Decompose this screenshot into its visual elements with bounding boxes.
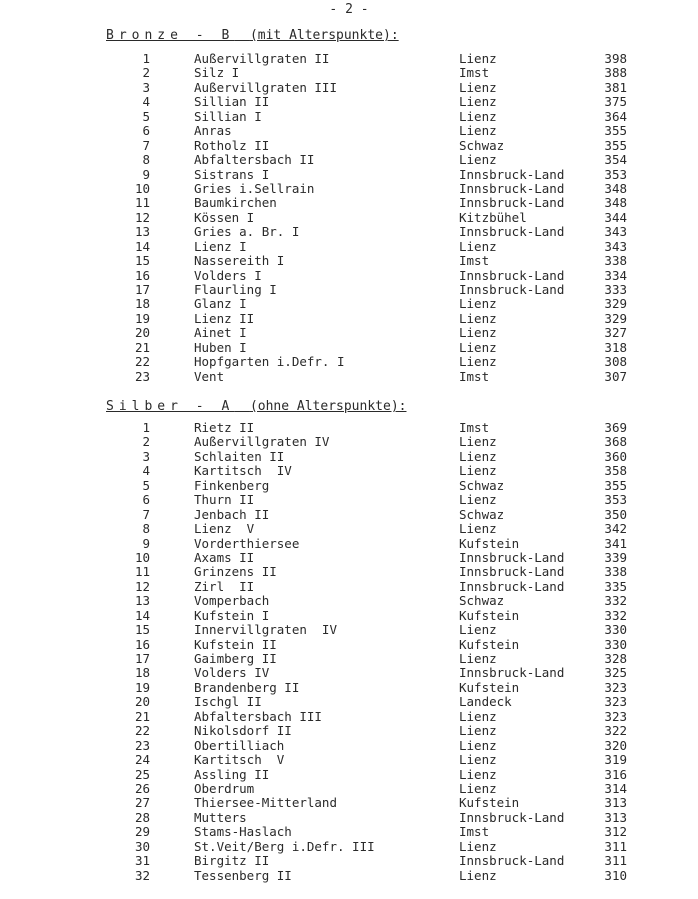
club-cell: Volders IV	[194, 665, 270, 681]
result-row	[0, 81, 698, 95]
club-cell: Kartitsch V	[194, 752, 285, 768]
result-row	[0, 66, 698, 80]
points-cell: 314	[604, 780, 627, 796]
result-row	[0, 594, 698, 608]
district-cell: Lienz	[459, 708, 497, 724]
rank-cell: 1	[142, 51, 150, 66]
result-row	[0, 724, 698, 738]
club-cell: Sillian I	[194, 108, 262, 124]
club-cell: Schlaiten II	[194, 448, 285, 464]
points-cell: 341	[604, 535, 627, 551]
result-row	[0, 110, 698, 124]
points-cell: 312	[604, 824, 627, 840]
club-cell: Thiersee-Mitterland	[194, 795, 337, 811]
rank-cell: 30	[134, 838, 150, 854]
points-cell: 398	[604, 51, 627, 66]
points-cell: 319	[604, 752, 627, 768]
rank-cell: 21	[134, 339, 150, 355]
points-cell: 328	[604, 651, 627, 666]
club-cell: Grinzens II	[194, 564, 277, 580]
club-cell: Abfaltersbach II	[194, 152, 315, 168]
result-row	[0, 52, 698, 66]
rank-cell: 5	[142, 108, 150, 124]
page-number: - 2 -	[329, 2, 369, 17]
rank-cell: 2	[142, 65, 150, 81]
points-cell: 375	[604, 94, 627, 110]
points-cell: 313	[604, 795, 627, 811]
result-row	[0, 551, 698, 565]
club-cell: Außervillgraten II	[194, 51, 330, 66]
club-cell: Zirl II	[194, 578, 255, 594]
district-cell: Imst	[459, 368, 490, 384]
rank-cell: 8	[142, 521, 150, 537]
points-cell: 329	[604, 296, 627, 312]
district-cell: Innsbruck-Land	[459, 809, 565, 825]
results-list-bronze-b	[0, 52, 698, 384]
result-row	[0, 269, 698, 283]
points-cell: 338	[604, 253, 627, 269]
result-row	[0, 479, 698, 493]
points-cell: 348	[604, 180, 627, 196]
club-cell: Baumkirchen	[194, 195, 277, 211]
rank-cell: 25	[134, 766, 150, 782]
district-cell: Innsbruck-Land	[459, 578, 565, 594]
district-cell: Lienz	[459, 325, 497, 341]
result-row	[0, 782, 698, 796]
club-cell: Vomperbach	[194, 593, 270, 609]
club-cell: Huben I	[194, 339, 247, 355]
rank-cell: 12	[134, 578, 150, 594]
district-cell: Innsbruck-Land	[459, 166, 565, 182]
rank-cell: 18	[134, 665, 150, 681]
result-row	[0, 840, 698, 854]
club-cell: Nassereith I	[194, 253, 285, 269]
results-list-silber-a	[0, 421, 698, 883]
result-row	[0, 421, 698, 435]
club-cell: Gries a. Br. I	[194, 224, 300, 240]
points-cell: 355	[604, 477, 627, 493]
result-row	[0, 609, 698, 623]
points-cell: 323	[604, 679, 627, 695]
district-cell: Lienz	[459, 448, 497, 464]
result-row	[0, 710, 698, 724]
club-cell: Sillian II	[194, 94, 270, 110]
result-row	[0, 638, 698, 652]
result-row	[0, 283, 698, 297]
club-cell: Glanz I	[194, 296, 247, 312]
rank-cell: 29	[134, 824, 150, 840]
district-cell: Lienz	[459, 622, 497, 638]
points-cell: 388	[604, 65, 627, 81]
rank-cell: 12	[134, 209, 150, 225]
club-cell: Abfaltersbach III	[194, 708, 322, 724]
points-cell: 344	[604, 209, 627, 225]
district-cell: Imst	[459, 253, 490, 269]
district-cell: Innsbruck-Land	[459, 195, 565, 211]
club-cell: Kartitsch IV	[194, 463, 292, 479]
heading-note: (mit Alterspunkte):	[249, 28, 399, 43]
district-cell: Lienz	[459, 766, 497, 782]
points-cell: 343	[604, 224, 627, 240]
club-cell: Vorderthiersee	[194, 535, 300, 551]
points-cell: 338	[604, 564, 627, 580]
result-row	[0, 796, 698, 810]
district-cell: Kitzbühel	[459, 209, 527, 225]
district-cell: Lienz	[459, 354, 497, 370]
district-cell: Schwaz	[459, 137, 505, 153]
district-cell: Imst	[459, 824, 490, 840]
club-cell: Assling II	[194, 766, 270, 782]
points-cell: 354	[604, 152, 627, 168]
district-cell: Imst	[459, 65, 490, 81]
result-row	[0, 95, 698, 109]
rank-cell: 27	[134, 795, 150, 811]
points-cell: 332	[604, 593, 627, 609]
club-cell: Kufstein I	[194, 607, 270, 623]
heading-title: Bronze - B	[106, 28, 235, 43]
points-cell: 332	[604, 607, 627, 623]
district-cell: Innsbruck-Land	[459, 665, 565, 681]
result-row	[0, 153, 698, 167]
result-row	[0, 666, 698, 680]
rank-cell: 11	[134, 195, 150, 211]
points-cell: 355	[604, 137, 627, 153]
points-cell: 368	[604, 434, 627, 450]
club-cell: Anras	[194, 123, 232, 139]
points-cell: 329	[604, 310, 627, 326]
points-cell: 350	[604, 506, 627, 522]
points-cell: 348	[604, 195, 627, 211]
rank-cell: 10	[134, 549, 150, 565]
result-row	[0, 580, 698, 594]
rank-cell: 11	[134, 564, 150, 580]
district-cell: Innsbruck-Land	[459, 224, 565, 240]
club-cell: Obertilliach	[194, 737, 285, 753]
points-cell: 323	[604, 694, 627, 710]
club-cell: Brandenberg II	[194, 679, 300, 695]
district-cell: Kufstein	[459, 636, 520, 652]
rank-cell: 26	[134, 780, 150, 796]
club-cell: Innervillgraten IV	[194, 622, 337, 638]
points-cell: 327	[604, 325, 627, 341]
points-cell: 364	[604, 108, 627, 124]
result-row	[0, 225, 698, 239]
district-cell: Innsbruck-Land	[459, 564, 565, 580]
points-cell: 320	[604, 737, 627, 753]
points-cell: 333	[604, 282, 627, 297]
result-row	[0, 182, 698, 196]
club-cell: Außervillgraten III	[194, 79, 337, 95]
district-cell: Lienz	[459, 296, 497, 312]
result-row	[0, 854, 698, 868]
district-cell: Lienz	[459, 737, 497, 753]
district-cell: Lienz	[459, 94, 497, 110]
rank-cell: 3	[142, 79, 150, 95]
district-cell: Lienz	[459, 123, 497, 139]
club-cell: Flaurling I	[194, 282, 277, 297]
result-row	[0, 811, 698, 825]
points-cell: 369	[604, 420, 627, 435]
points-cell: 353	[604, 492, 627, 508]
result-row	[0, 435, 698, 449]
rank-cell: 20	[134, 694, 150, 710]
district-cell: Lienz	[459, 434, 497, 450]
rank-cell: 4	[142, 463, 150, 479]
result-row	[0, 312, 698, 326]
district-cell: Lienz	[459, 780, 497, 796]
rank-cell: 15	[134, 253, 150, 269]
club-cell: Rotholz II	[194, 137, 270, 153]
heading-title: Silber - A	[106, 399, 235, 414]
rank-cell: 8	[142, 152, 150, 168]
rank-cell: 16	[134, 267, 150, 283]
result-row	[0, 450, 698, 464]
points-cell: 318	[604, 339, 627, 355]
points-cell: 342	[604, 521, 627, 537]
result-row	[0, 493, 698, 507]
points-cell: 307	[604, 368, 627, 384]
rank-cell: 24	[134, 752, 150, 768]
district-cell: Innsbruck-Land	[459, 267, 565, 283]
points-cell: 323	[604, 708, 627, 724]
result-row	[0, 768, 698, 782]
result-row	[0, 168, 698, 182]
rank-cell: 23	[134, 368, 150, 384]
district-cell: Lienz	[459, 723, 497, 739]
district-cell: Lienz	[459, 79, 497, 95]
result-row	[0, 753, 698, 767]
rank-cell: 21	[134, 708, 150, 724]
club-cell: Mutters	[194, 809, 247, 825]
district-cell: Schwaz	[459, 593, 505, 609]
club-cell: Birgitz II	[194, 853, 270, 869]
district-cell: Landeck	[459, 694, 512, 710]
district-cell: Kufstein	[459, 535, 520, 551]
result-row	[0, 508, 698, 522]
district-cell: Imst	[459, 420, 490, 435]
points-cell: 313	[604, 809, 627, 825]
rank-cell: 31	[134, 853, 150, 869]
club-cell: Tessenberg II	[194, 867, 292, 883]
club-cell: Oberdrum	[194, 780, 255, 796]
club-cell: Lienz V	[194, 521, 255, 537]
result-row	[0, 211, 698, 225]
rank-cell: 18	[134, 296, 150, 312]
result-row	[0, 869, 698, 883]
district-cell: Lienz	[459, 752, 497, 768]
club-cell: Stams-Haslach	[194, 824, 292, 840]
rank-cell: 22	[134, 723, 150, 739]
points-cell: 355	[604, 123, 627, 139]
district-cell: Lienz	[459, 51, 497, 66]
district-cell: Schwaz	[459, 506, 505, 522]
result-row	[0, 464, 698, 478]
club-cell: Axams II	[194, 549, 255, 565]
section-heading-bronze-b	[106, 28, 399, 43]
points-cell: 310	[604, 867, 627, 883]
result-row	[0, 341, 698, 355]
points-cell: 311	[604, 838, 627, 854]
result-row	[0, 537, 698, 551]
club-cell: Vent	[194, 368, 225, 384]
district-cell: Lienz	[459, 867, 497, 883]
club-cell: Silz I	[194, 65, 240, 81]
district-cell: Innsbruck-Land	[459, 853, 565, 869]
club-cell: Gaimberg II	[194, 651, 277, 666]
points-cell: 308	[604, 354, 627, 370]
rank-cell: 14	[134, 607, 150, 623]
rank-cell: 6	[142, 123, 150, 139]
club-cell: Hopfgarten i.Defr. I	[194, 354, 345, 370]
rank-cell: 7	[142, 506, 150, 522]
club-cell: Volders I	[194, 267, 262, 283]
points-cell: 316	[604, 766, 627, 782]
result-row	[0, 825, 698, 839]
points-cell: 360	[604, 448, 627, 464]
club-cell: Kufstein II	[194, 636, 277, 652]
district-cell: Lienz	[459, 238, 497, 254]
club-cell: Kössen I	[194, 209, 255, 225]
result-row	[0, 355, 698, 369]
rank-cell: 7	[142, 137, 150, 153]
result-row	[0, 196, 698, 210]
rank-cell: 4	[142, 94, 150, 110]
rank-cell: 17	[134, 651, 150, 666]
club-cell: Rietz II	[194, 420, 255, 435]
club-cell: Lienz I	[194, 238, 247, 254]
rank-cell: 13	[134, 224, 150, 240]
club-cell: Nikolsdorf II	[194, 723, 292, 739]
rank-cell: 28	[134, 809, 150, 825]
club-cell: Thurn II	[194, 492, 255, 508]
club-cell: Jenbach II	[194, 506, 270, 522]
result-row	[0, 124, 698, 138]
district-cell: Lienz	[459, 108, 497, 124]
points-cell: 343	[604, 238, 627, 254]
points-cell: 311	[604, 853, 627, 869]
club-cell: Sistrans I	[194, 166, 270, 182]
district-cell: Lienz	[459, 521, 497, 537]
club-cell: Gries i.Sellrain	[194, 180, 315, 196]
district-cell: Lienz	[459, 838, 497, 854]
points-cell: 334	[604, 267, 627, 283]
club-cell: Außervillgraten IV	[194, 434, 330, 450]
result-row	[0, 370, 698, 384]
district-cell: Innsbruck-Land	[459, 282, 565, 297]
result-row	[0, 522, 698, 536]
section-heading-silber-a	[106, 399, 406, 414]
club-cell: Ainet I	[194, 325, 247, 341]
rank-cell: 9	[142, 166, 150, 182]
points-cell: 339	[604, 549, 627, 565]
points-cell: 330	[604, 622, 627, 638]
district-cell: Lienz	[459, 492, 497, 508]
rank-cell: 17	[134, 282, 150, 297]
rank-cell: 6	[142, 492, 150, 508]
rank-cell: 23	[134, 737, 150, 753]
district-cell: Lienz	[459, 651, 497, 666]
result-row	[0, 695, 698, 709]
rank-cell: 15	[134, 622, 150, 638]
result-row	[0, 623, 698, 637]
result-row	[0, 326, 698, 340]
district-cell: Lienz	[459, 152, 497, 168]
rank-cell: 19	[134, 310, 150, 326]
rank-cell: 3	[142, 448, 150, 464]
result-row	[0, 254, 698, 268]
district-cell: Schwaz	[459, 477, 505, 493]
result-row	[0, 297, 698, 311]
points-cell: 358	[604, 463, 627, 479]
rank-cell: 14	[134, 238, 150, 254]
club-cell: Finkenberg	[194, 477, 270, 493]
heading-note: (ohne Alterspunkte):	[249, 399, 407, 414]
points-cell: 335	[604, 578, 627, 594]
rank-cell: 9	[142, 535, 150, 551]
club-cell: St.Veit/Berg i.Defr. III	[194, 838, 375, 854]
club-cell: Ischgl II	[194, 694, 262, 710]
district-cell: Kufstein	[459, 679, 520, 695]
rank-cell: 2	[142, 434, 150, 450]
points-cell: 381	[604, 79, 627, 95]
rank-cell: 20	[134, 325, 150, 341]
district-cell: Innsbruck-Land	[459, 549, 565, 565]
rank-cell: 19	[134, 679, 150, 695]
club-cell: Lienz II	[194, 310, 255, 326]
result-row	[0, 565, 698, 579]
points-cell: 330	[604, 636, 627, 652]
result-row	[0, 681, 698, 695]
rank-cell: 16	[134, 636, 150, 652]
district-cell: Kufstein	[459, 607, 520, 623]
rank-cell: 22	[134, 354, 150, 370]
rank-cell: 13	[134, 593, 150, 609]
rank-cell: 32	[134, 867, 150, 883]
rank-cell: 5	[142, 477, 150, 493]
district-cell: Lienz	[459, 310, 497, 326]
district-cell: Lienz	[459, 463, 497, 479]
result-row	[0, 652, 698, 666]
rank-cell: 10	[134, 180, 150, 196]
points-cell: 322	[604, 723, 627, 739]
result-row	[0, 739, 698, 753]
district-cell: Lienz	[459, 339, 497, 355]
points-cell: 325	[604, 665, 627, 681]
rank-cell: 1	[142, 420, 150, 435]
result-row	[0, 139, 698, 153]
result-row	[0, 240, 698, 254]
district-cell: Innsbruck-Land	[459, 180, 565, 196]
points-cell: 353	[604, 166, 627, 182]
district-cell: Kufstein	[459, 795, 520, 811]
